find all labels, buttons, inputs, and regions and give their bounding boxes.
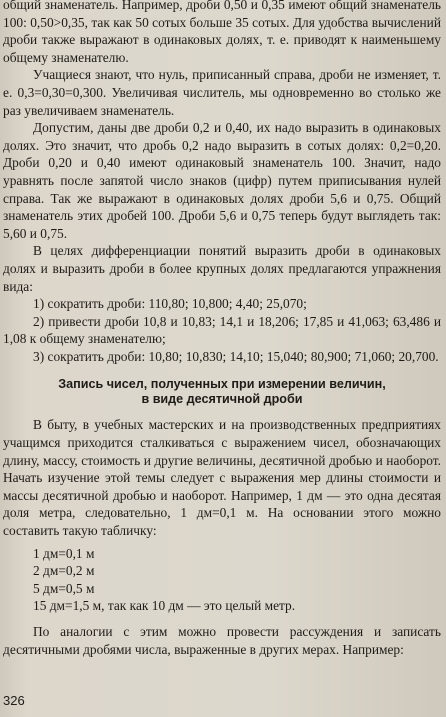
paragraph-exercises-intro: В целях дифференциации понятий выразить дроби в одинаковых долях и выразить дроби в более крупных долях предлагаются упражнения вида: [3,243,441,294]
section-heading-line-1: Запись чисел, полученных при измерении величин, [58,377,386,392]
table-row-15dm: 15 дм=1,5 м, так как 10 дм — это целый метр. [33,598,296,614]
exercise-2: 2) привести дроби 10,8 и 10,83; 14,1 и 18,206; 17,85 и 41,063; 63,486 и 1,08 к общему знаменателю; [3,313,441,347]
section-heading-line-2: в виде десятичной дроби [141,392,303,407]
text-column [3,0,441,658]
exercise-3: 3) сократить дроби: 10,80; 10,830; 14,10; 15,040; 80,900; 71,060; 20,700. [33,348,439,364]
table-row-2dm: 2 дм=0,2 м [33,563,95,579]
section-heading [3,377,441,407]
page-number: 326 [3,693,25,708]
paragraph-zero-rule: Учащиеся знают, что нуль, приписанный справа, дроби не изменяет, т. е. 0,3=0,30=0,300. Увеличивая числитель, мы одновременно во столько же раз увеличиваем знаменатель. [3,67,441,118]
paragraph-analogy: По аналогии с этим можно провести рассуждения и записать десятичными дробями числа, выраженные в других мерах. Например: [3,624,441,657]
paragraph-continuation: общий знаменатель. Например, дроби 0,50 и 0,35 имеют общий знаменатель 100: 0,50>0,35, так как 50 сотых больше 35 сотых. Для удобства вычислений дроби также выражают в одинаковых долях, т. е. приводят к наименьшему общему знаменателю. [3,0,441,65]
table-row-1dm: 1 дм=0,1 м [33,545,95,561]
paragraph-measurements: В быту, в учебных мастерских и на производственных предприятиях учащимся приходится сталкиваться с выражением чисел, обозначающих длину, массу, стоимость и другие величины, десятичной дробью и наоборот. Начать изучение этой темы следует с выражения мер длины стоимости и массы десятичной дробью и наоборот. Например, 1 дм — это одна десятая доля метра, следовательно, 1 дм=0,1 м. На основании этого можно составить такую табличку: [3,417,441,539]
table-row-5dm: 5 дм=0,5 м [33,580,95,596]
paragraph-common-denominator: Допустим, даны две дроби 0,2 и 0,40, их надо выразить в одинаковых долях. Это значит, что дробь 0,2 надо выразить в сотых долях: 0,2=0,20. Дроби 0,20 и 0,40 имеют одинаковый знаменатель 100. Значит, надо уравнять после запятой число знаков (цифр) путем приписывания нулей справа. Так же выражают в одинаковых долях дроби 5,6 и 0,75. Общий знаменатель этих дробей 100. Дроби 5,6 и 0,75 теперь будут выглядеть так: 5,60 и 0,75. [3,120,441,241]
exercise-1: 1) сократить дроби: 110,80; 10,800; 4,40; 25,070; [33,296,307,312]
